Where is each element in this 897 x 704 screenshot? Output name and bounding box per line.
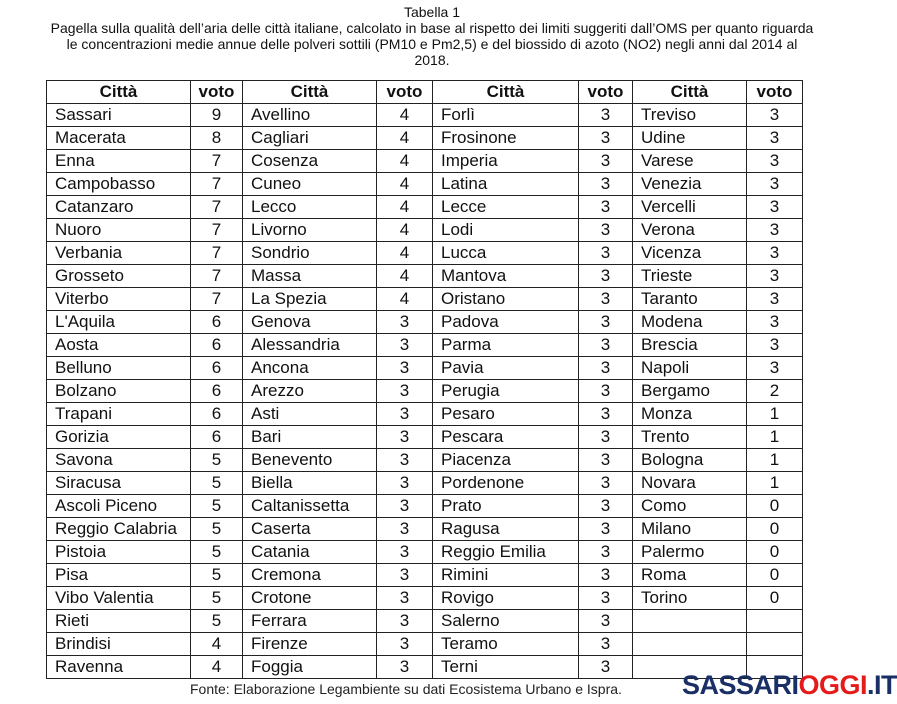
grade-cell: 4 — [191, 656, 243, 679]
city-cell: Aosta — [47, 334, 191, 357]
grade-cell: 3 — [579, 610, 633, 633]
grade-cell: 1 — [747, 472, 803, 495]
city-cell: Pesaro — [433, 403, 579, 426]
grade-cell: 7 — [191, 242, 243, 265]
city-cell: Genova — [243, 311, 377, 334]
city-cell: Pavia — [433, 357, 579, 380]
grade-cell: 1 — [747, 449, 803, 472]
grade-cell: 6 — [191, 403, 243, 426]
grade-cell: 3 — [377, 311, 433, 334]
grade-cell: 3 — [579, 587, 633, 610]
grade-cell: 6 — [191, 380, 243, 403]
grade-cell: 3 — [377, 472, 433, 495]
city-cell: Reggio Emilia — [433, 541, 579, 564]
header-citta: Città — [47, 81, 191, 104]
grade-cell: 3 — [747, 196, 803, 219]
grade-cell: 8 — [191, 127, 243, 150]
table-header-row — [47, 81, 803, 104]
table-row — [47, 196, 803, 219]
city-cell: Udine — [633, 127, 747, 150]
grade-cell: 3 — [747, 288, 803, 311]
city-cell: Brindisi — [47, 633, 191, 656]
table-row — [47, 495, 803, 518]
grade-cell: 7 — [191, 219, 243, 242]
grade-cell: 6 — [191, 426, 243, 449]
city-cell: Varese — [633, 150, 747, 173]
city-cell: Vibo Valentia — [47, 587, 191, 610]
city-cell: Viterbo — [47, 288, 191, 311]
city-cell — [633, 610, 747, 633]
city-cell: Ragusa — [433, 518, 579, 541]
city-cell: Cosenza — [243, 150, 377, 173]
city-cell: Benevento — [243, 449, 377, 472]
grade-cell: 3 — [579, 403, 633, 426]
city-cell: Campobasso — [47, 173, 191, 196]
grade-cell: 3 — [377, 334, 433, 357]
grade-cell: 3 — [377, 656, 433, 679]
city-cell: Roma — [633, 564, 747, 587]
table-row — [47, 587, 803, 610]
city-cell: Catanzaro — [47, 196, 191, 219]
grade-cell: 7 — [191, 150, 243, 173]
city-cell: Biella — [243, 472, 377, 495]
city-cell: Terni — [433, 656, 579, 679]
caption-description: Pagella sulla qualità dell’aria delle città italiane, calcolato in base al rispetto dei limiti suggeriti dall’OMS per quanto riguarda le concentrazioni medie annue delle polveri sottili (PM10 e Pm2,5) e del biossido di azoto (NO2) negli anni dal 2014 al 2018. — [50, 20, 814, 68]
header-voto: voto — [579, 81, 633, 104]
city-cell: Pordenone — [433, 472, 579, 495]
table-row — [47, 403, 803, 426]
grade-cell: 3 — [377, 426, 433, 449]
grade-cell: 4 — [377, 196, 433, 219]
source-note: Fonte: Elaborazione Legambiente su dati Ecosistema Urbano e Ispra. — [190, 681, 622, 697]
city-cell: Bologna — [633, 449, 747, 472]
city-cell: Piacenza — [433, 449, 579, 472]
grade-cell: 3 — [579, 656, 633, 679]
city-cell: Perugia — [433, 380, 579, 403]
table-body — [47, 104, 803, 679]
grade-cell: 3 — [579, 265, 633, 288]
city-cell: Taranto — [633, 288, 747, 311]
city-cell: Como — [633, 495, 747, 518]
grade-cell: 3 — [377, 357, 433, 380]
grade-cell: 3 — [747, 127, 803, 150]
table-row — [47, 633, 803, 656]
city-cell: Cremona — [243, 564, 377, 587]
grade-cell: 4 — [377, 242, 433, 265]
city-cell: Trento — [633, 426, 747, 449]
city-cell: Pistoia — [47, 541, 191, 564]
table-row — [47, 541, 803, 564]
city-cell: Frosinone — [433, 127, 579, 150]
grade-cell: 3 — [579, 633, 633, 656]
city-cell: Catania — [243, 541, 377, 564]
city-cell: Novara — [633, 472, 747, 495]
grade-cell: 3 — [377, 541, 433, 564]
grade-cell: 3 — [579, 219, 633, 242]
grade-cell: 5 — [191, 541, 243, 564]
grade-cell: 5 — [191, 472, 243, 495]
city-cell: Palermo — [633, 541, 747, 564]
city-cell: L'Aquila — [47, 311, 191, 334]
grade-cell: 7 — [191, 196, 243, 219]
table-row — [47, 426, 803, 449]
grade-cell: 3 — [579, 127, 633, 150]
table-row — [47, 472, 803, 495]
grade-cell: 6 — [191, 357, 243, 380]
grade-cell: 3 — [377, 564, 433, 587]
city-cell: Sassari — [47, 104, 191, 127]
city-cell: Vercelli — [633, 196, 747, 219]
header-voto: voto — [377, 81, 433, 104]
grade-cell: 3 — [579, 449, 633, 472]
grade-cell: 3 — [579, 564, 633, 587]
city-cell: Bari — [243, 426, 377, 449]
city-cell: Bergamo — [633, 380, 747, 403]
city-cell: Torino — [633, 587, 747, 610]
caption-title: Tabella 1 — [403, 4, 461, 20]
city-cell: La Spezia — [243, 288, 377, 311]
city-cell: Rimini — [433, 564, 579, 587]
grade-cell: 3 — [747, 334, 803, 357]
city-cell — [633, 633, 747, 656]
sassarioggi-logo — [682, 670, 897, 701]
table-row — [47, 610, 803, 633]
grade-cell: 3 — [377, 380, 433, 403]
city-cell: Alessandria — [243, 334, 377, 357]
grade-cell: 0 — [747, 541, 803, 564]
grade-cell — [747, 633, 803, 656]
grade-cell: 3 — [747, 242, 803, 265]
city-cell: Lucca — [433, 242, 579, 265]
city-cell: Cuneo — [243, 173, 377, 196]
city-cell: Macerata — [47, 127, 191, 150]
table-row — [47, 173, 803, 196]
grade-cell: 4 — [377, 127, 433, 150]
city-cell: Verbania — [47, 242, 191, 265]
city-cell: Parma — [433, 334, 579, 357]
grade-cell: 3 — [579, 288, 633, 311]
city-cell: Ancona — [243, 357, 377, 380]
city-cell: Treviso — [633, 104, 747, 127]
city-cell: Crotone — [243, 587, 377, 610]
grade-cell: 7 — [191, 265, 243, 288]
grade-cell: 7 — [191, 288, 243, 311]
header-voto: voto — [191, 81, 243, 104]
table-row — [47, 564, 803, 587]
grade-cell: 3 — [377, 495, 433, 518]
city-cell: Lodi — [433, 219, 579, 242]
grade-cell: 2 — [747, 380, 803, 403]
city-cell: Avellino — [243, 104, 377, 127]
table-row — [47, 380, 803, 403]
grade-cell: 3 — [579, 495, 633, 518]
grade-cell: 5 — [191, 518, 243, 541]
grade-cell: 3 — [579, 150, 633, 173]
city-cell: Trieste — [633, 265, 747, 288]
table-row — [47, 311, 803, 334]
table-row — [47, 357, 803, 380]
grade-cell: 4 — [377, 265, 433, 288]
city-cell: Siracusa — [47, 472, 191, 495]
grade-cell: 3 — [579, 472, 633, 495]
grade-cell: 3 — [579, 334, 633, 357]
grade-cell: 3 — [747, 150, 803, 173]
city-cell: Lecco — [243, 196, 377, 219]
table-row — [47, 104, 803, 127]
grade-cell: 3 — [579, 242, 633, 265]
grade-cell: 3 — [747, 265, 803, 288]
city-cell: Pisa — [47, 564, 191, 587]
city-cell: Latina — [433, 173, 579, 196]
grade-cell: 3 — [377, 610, 433, 633]
city-cell: Trapani — [47, 403, 191, 426]
grade-cell: 4 — [191, 633, 243, 656]
city-cell: Massa — [243, 265, 377, 288]
grade-cell: 3 — [377, 518, 433, 541]
grade-cell: 0 — [747, 587, 803, 610]
city-cell: Caltanissetta — [243, 495, 377, 518]
city-cell: Prato — [433, 495, 579, 518]
grade-cell: 4 — [377, 150, 433, 173]
city-cell: Pescara — [433, 426, 579, 449]
city-cell: Forlì — [433, 104, 579, 127]
grade-cell: 3 — [377, 633, 433, 656]
city-cell: Vicenza — [633, 242, 747, 265]
grade-cell: 3 — [579, 104, 633, 127]
city-cell: Salerno — [433, 610, 579, 633]
table-row — [47, 242, 803, 265]
grade-cell: 5 — [191, 564, 243, 587]
grade-cell: 5 — [191, 587, 243, 610]
grade-cell: 3 — [377, 587, 433, 610]
grade-cell: 4 — [377, 173, 433, 196]
city-cell: Reggio Calabria — [47, 518, 191, 541]
city-cell: Caserta — [243, 518, 377, 541]
grade-cell: 1 — [747, 426, 803, 449]
grade-cell: 6 — [191, 311, 243, 334]
city-cell: Foggia — [243, 656, 377, 679]
table-row — [47, 265, 803, 288]
grade-cell — [747, 610, 803, 633]
grade-cell: 5 — [191, 610, 243, 633]
grade-cell: 1 — [747, 403, 803, 426]
grade-cell: 5 — [191, 449, 243, 472]
city-cell: Venezia — [633, 173, 747, 196]
grade-cell: 7 — [191, 173, 243, 196]
city-cell: Sondrio — [243, 242, 377, 265]
city-cell: Ravenna — [47, 656, 191, 679]
header-citta: Città — [243, 81, 377, 104]
city-cell: Gorizia — [47, 426, 191, 449]
grade-cell: 4 — [377, 104, 433, 127]
grade-cell: 3 — [579, 357, 633, 380]
grade-cell: 3 — [579, 173, 633, 196]
table-row — [47, 127, 803, 150]
table-row — [47, 518, 803, 541]
city-cell: Brescia — [633, 334, 747, 357]
grade-cell: 6 — [191, 334, 243, 357]
city-cell: Asti — [243, 403, 377, 426]
city-cell: Modena — [633, 311, 747, 334]
grades-table — [46, 80, 803, 679]
grade-cell: 4 — [377, 288, 433, 311]
city-cell: Bolzano — [47, 380, 191, 403]
grade-cell: 3 — [579, 426, 633, 449]
logo-text-oggi: OGGI — [798, 670, 868, 700]
table-row — [47, 288, 803, 311]
grade-cell: 3 — [579, 311, 633, 334]
header-citta: Città — [633, 81, 747, 104]
table-row — [47, 334, 803, 357]
grade-cell: 3 — [377, 403, 433, 426]
grade-cell: 3 — [579, 518, 633, 541]
city-cell: Nuoro — [47, 219, 191, 242]
table-row — [47, 219, 803, 242]
grade-cell: 4 — [377, 219, 433, 242]
header-voto: voto — [747, 81, 803, 104]
header-citta: Città — [433, 81, 579, 104]
city-cell: Rovigo — [433, 587, 579, 610]
city-cell: Monza — [633, 403, 747, 426]
city-cell: Firenze — [243, 633, 377, 656]
logo-text-it: .IT — [867, 670, 897, 700]
city-cell: Belluno — [47, 357, 191, 380]
grade-cell: 3 — [747, 311, 803, 334]
table-caption — [0, 4, 864, 68]
city-cell: Cagliari — [243, 127, 377, 150]
grade-cell: 3 — [579, 541, 633, 564]
city-cell: Mantova — [433, 265, 579, 288]
city-cell: Padova — [433, 311, 579, 334]
city-cell: Grosseto — [47, 265, 191, 288]
city-cell: Enna — [47, 150, 191, 173]
city-cell: Teramo — [433, 633, 579, 656]
city-cell: Ascoli Piceno — [47, 495, 191, 518]
grade-cell: 3 — [747, 104, 803, 127]
grade-cell: 3 — [747, 357, 803, 380]
city-cell: Napoli — [633, 357, 747, 380]
city-cell: Milano — [633, 518, 747, 541]
grade-cell: 3 — [579, 380, 633, 403]
logo-text-sassari: SASSARI — [682, 670, 799, 700]
city-cell: Lecce — [433, 196, 579, 219]
grade-cell: 5 — [191, 495, 243, 518]
grade-cell: 3 — [747, 173, 803, 196]
city-cell: Rieti — [47, 610, 191, 633]
city-cell: Oristano — [433, 288, 579, 311]
grade-cell: 0 — [747, 564, 803, 587]
city-cell: Verona — [633, 219, 747, 242]
grade-cell: 3 — [579, 196, 633, 219]
city-cell: Ferrara — [243, 610, 377, 633]
city-cell: Savona — [47, 449, 191, 472]
table-row — [47, 150, 803, 173]
grade-cell: 3 — [377, 449, 433, 472]
city-cell: Livorno — [243, 219, 377, 242]
grade-cell: 0 — [747, 495, 803, 518]
table-row — [47, 449, 803, 472]
city-cell: Imperia — [433, 150, 579, 173]
grade-cell: 0 — [747, 518, 803, 541]
grade-cell: 3 — [747, 219, 803, 242]
city-cell: Arezzo — [243, 380, 377, 403]
grade-cell: 9 — [191, 104, 243, 127]
